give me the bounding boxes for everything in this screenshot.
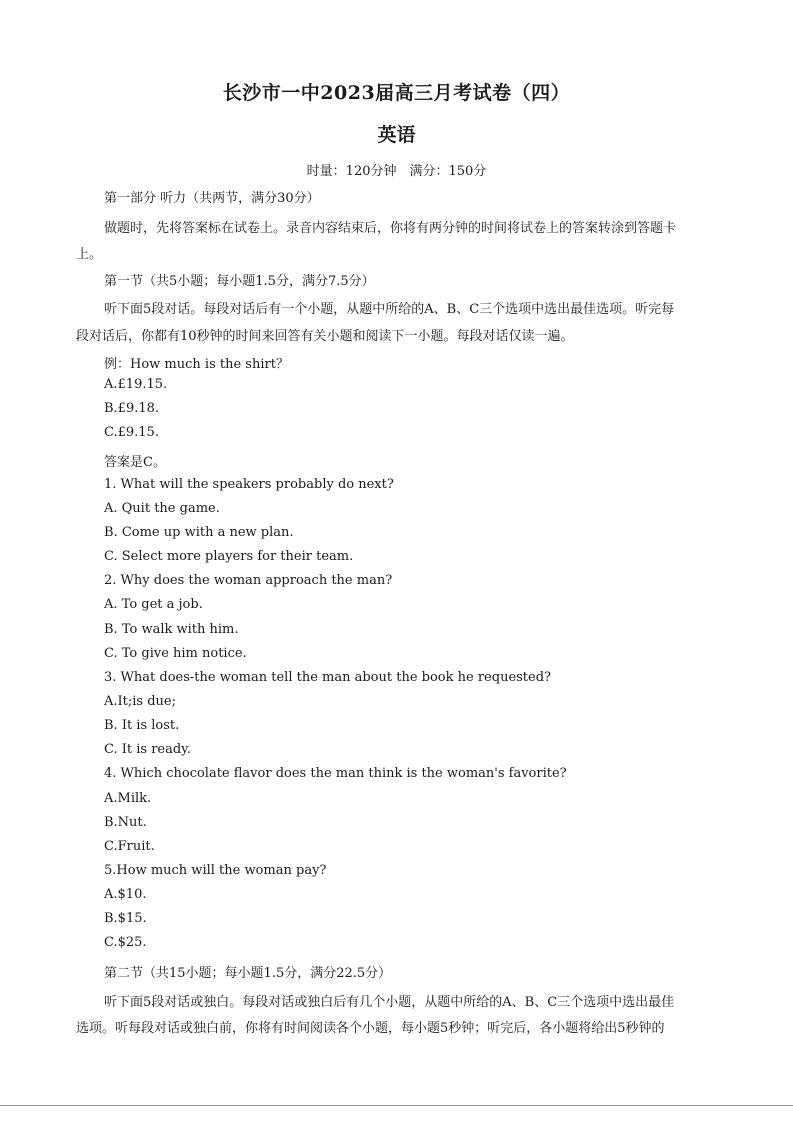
section2-instruction-line2: 选项。听每段对话或独白前，你将有时间阅读各个小题，每小题5秒钟；听完后，各小题将给出5秒钟的 — [76, 1021, 665, 1036]
example-option: C.£9.15. — [104, 425, 159, 440]
example-option: A.£19.15. — [104, 377, 168, 392]
section1-instruction-line2: 段对话后，你都有10秒钟的时间来回答有关小题和阅读下一小题。每段对话仅读一遍。 — [76, 329, 574, 344]
answer-option: C. To give him notice. — [104, 646, 247, 661]
answer-option: A. Quit the game. — [104, 501, 220, 516]
question-text: 2. Why does the woman approach the man? — [104, 573, 393, 588]
question-text: 5.How much will the woman pay? — [104, 863, 327, 878]
answer-option: B.Nut. — [104, 815, 147, 830]
question-text: 3. What does-the woman tell the man about the book he requested? — [104, 670, 552, 685]
answer-option: B. Come up with a new plan. — [104, 525, 294, 540]
answer-option: A.Milk. — [104, 791, 152, 806]
page-bottom-divider — [0, 1105, 793, 1106]
answer-option: C. Select more players for their team. — [104, 549, 354, 564]
part1-instruction-line2: 上。 — [76, 247, 103, 262]
example-option: B.£9.18. — [104, 401, 160, 416]
section1-instruction-line1: 听下面5段对话。每段对话后有一个小题，从题中所给的A、B、C三个选项中选出最佳选项。听完每 — [104, 302, 675, 317]
example-question: 例：How much is the shirt？ — [104, 357, 289, 372]
answer-option: B.$15. — [104, 911, 147, 926]
answer-option: A.It;is due; — [104, 694, 176, 709]
answer-option: C.Fruit. — [104, 839, 155, 854]
answer-option: C.$25. — [104, 935, 147, 950]
question-text: 4. Which chocolate flavor does the man think is the woman's favorite? — [104, 766, 567, 781]
part1-heading: 第一部分 听力（共两节，满分30分） — [104, 191, 320, 206]
part1-instruction-line1: 做题时，先将答案标在试卷上。录音内容结束后，你将有两分钟的时间将试卷上的答案转涂到答题卡 — [104, 221, 677, 236]
answer-option: C. It is ready. — [104, 742, 191, 757]
question-text: 1. What will the speakers probably do next? — [104, 477, 394, 492]
answer-option: B. To walk with him. — [104, 622, 239, 637]
section1-heading: 第一节（共5小题；每小题1.5分，满分7.5分） — [104, 274, 375, 289]
exam-title: 长沙市一中2023届高三月考试卷（四） — [222, 82, 571, 104]
section2-instruction-line1: 听下面5段对话或独白。每段对话或独白后有几个小题，从题中所给的A、B、C三个选项中选出最佳 — [104, 995, 675, 1010]
answer-option: B. It is lost. — [104, 718, 180, 733]
answer-option: A. To get a job. — [104, 597, 203, 612]
subject-title: 英语 — [377, 124, 416, 146]
exam-meta: 时量：120分钟 满分：150分 — [306, 164, 487, 179]
section2-heading: 第二节（共15小题；每小题1.5分，满分22.5分） — [104, 966, 392, 981]
example-answer: 答案是C。 — [104, 455, 166, 470]
answer-option: A.$10. — [104, 887, 147, 902]
